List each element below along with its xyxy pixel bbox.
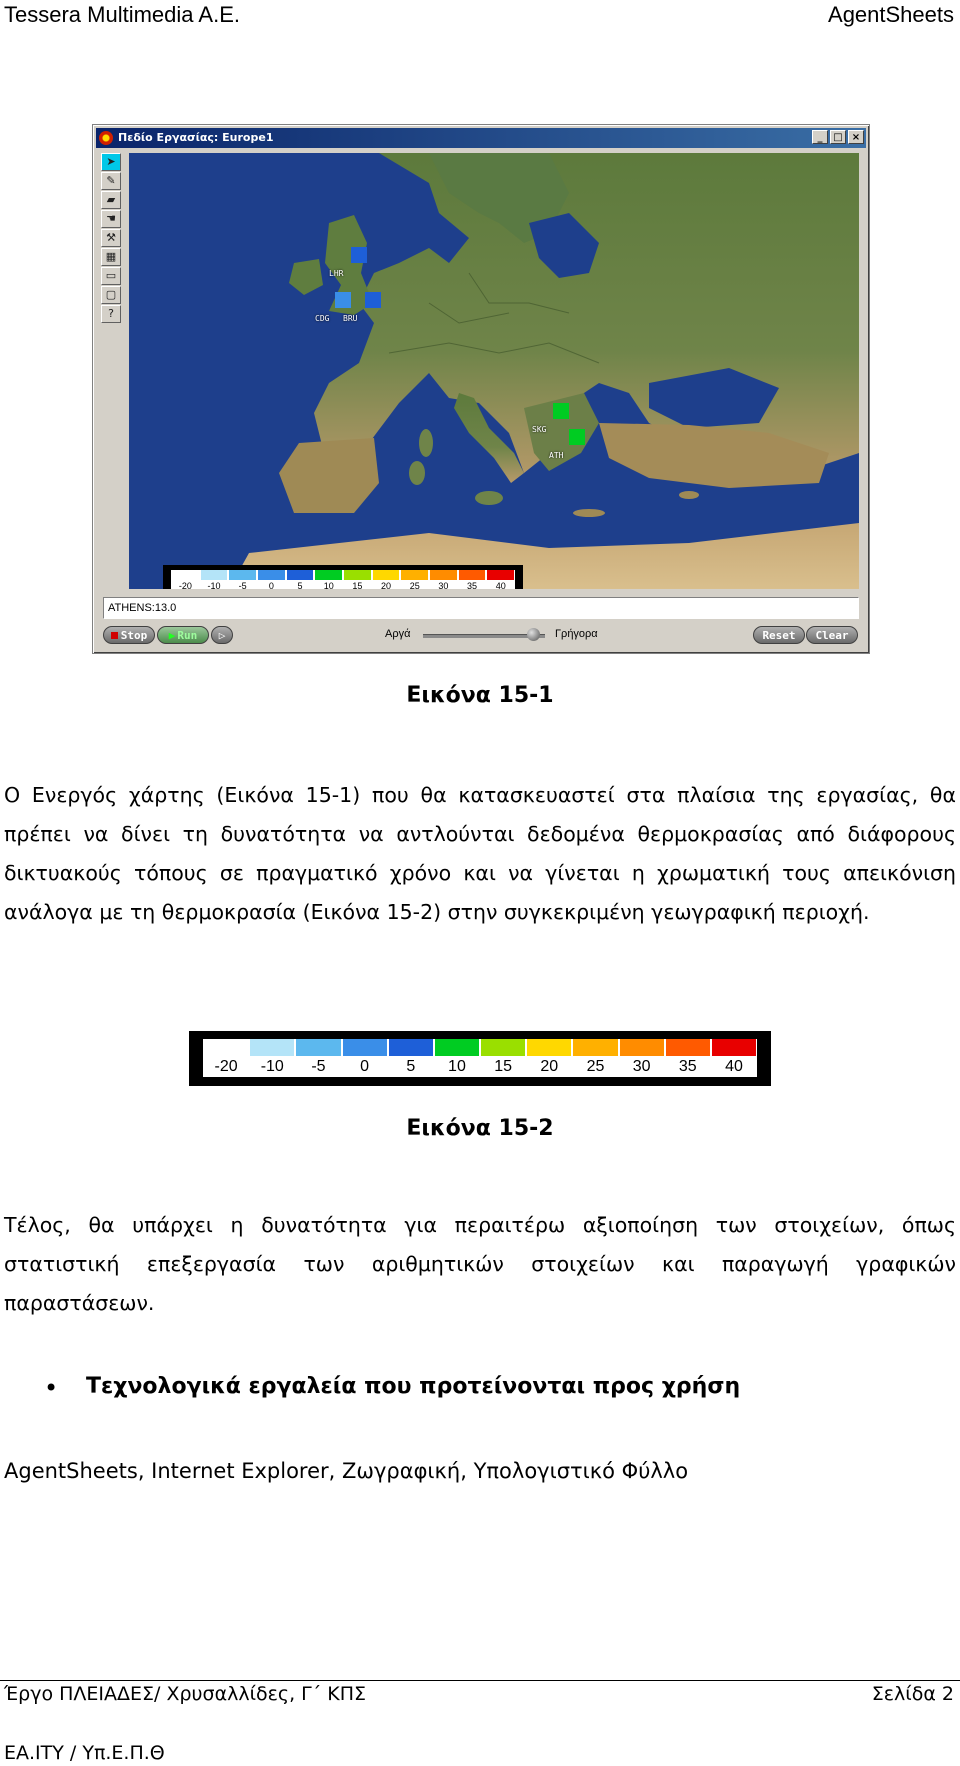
status-field[interactable]: ATHENS:13.0 bbox=[103, 597, 859, 619]
legend-swatch bbox=[295, 1039, 341, 1056]
legend-label: -10 bbox=[207, 581, 221, 589]
footer-page-number: Σελίδα 2 bbox=[871, 1683, 954, 1705]
legend-swatch bbox=[342, 1039, 388, 1056]
speed-slider-thumb[interactable] bbox=[527, 628, 540, 641]
legend-label: -20 bbox=[214, 1058, 238, 1075]
legend-swatch bbox=[286, 570, 315, 580]
legend-swatch bbox=[429, 570, 458, 580]
legend-swatch bbox=[203, 1039, 249, 1056]
rectangle-tool-icon[interactable]: ▭ bbox=[101, 267, 121, 285]
legend-label: -5 bbox=[311, 1058, 326, 1075]
hand-tool-icon[interactable]: ☚ bbox=[101, 210, 121, 228]
paragraph-1: Ο Ενεργός χάρτης (Εικόνα 15-1) που θα κατασκευαστεί στα πλαίσια της εργασίας, θα πρέπει να δίνει τη δυνατότητα να αντλούνται δεδομένα θερμοκρασίας από διάφορους δικτυακούς τόπους σε πραγματικό χρόνο και να γίνεται η χρωματική τους απεικόνιση ανάλογα με τη θερμοκρασία (Εικόνα 15-2) στην συγκεκριμένη γεωγραφική περιοχή. bbox=[4, 783, 956, 924]
legend-label: -5 bbox=[238, 581, 247, 589]
step-icon: ▷ bbox=[218, 629, 226, 642]
marker-skg[interactable] bbox=[553, 403, 569, 419]
legend-swatch bbox=[228, 570, 257, 580]
agentsheets-window bbox=[92, 124, 870, 654]
speed-slow-label: Αργά bbox=[385, 628, 411, 640]
marker-ath[interactable] bbox=[569, 429, 585, 445]
hammer-tool-icon[interactable]: ⚒ bbox=[101, 229, 121, 247]
footer-org: ΕΑ.ΙΤΥ / Υπ.Ε.Π.Θ bbox=[4, 1742, 165, 1764]
legend-label: 30 bbox=[632, 1058, 651, 1075]
arrow-tool-icon[interactable]: ➤ bbox=[101, 153, 121, 171]
legend-swatch bbox=[388, 1039, 434, 1056]
tools-list: AgentSheets, Internet Explorer, Ζωγραφική, Υπολογιστικό Φύλλο bbox=[4, 1459, 689, 1483]
paragraph-2: Τέλος, θα υπάρχει η δυνατότητα για περαιτέρω αξιοποίηση των στοιχείων, όπως στατιστική επεξεργασία των αριθμητικών στοιχείων και παραγωγή γραφικών παραστάσεων. bbox=[4, 1213, 956, 1315]
legend-label: 20 bbox=[381, 581, 392, 589]
legend-label: 0 bbox=[360, 1058, 370, 1075]
app-logo-icon bbox=[99, 131, 113, 145]
tool-palette bbox=[101, 153, 123, 323]
help-tool-icon[interactable]: ? bbox=[101, 305, 121, 323]
legend-swatch bbox=[480, 1039, 526, 1056]
legend-swatch bbox=[486, 570, 515, 580]
marker-label-ath: ATH bbox=[549, 451, 564, 460]
header-product: AgentSheets bbox=[828, 2, 954, 27]
legend-swatch bbox=[434, 1039, 480, 1056]
eraser-tool-icon[interactable]: ▰ bbox=[101, 191, 121, 209]
step-button[interactable] bbox=[211, 626, 233, 644]
legend-swatch bbox=[572, 1039, 618, 1056]
legend-swatch bbox=[171, 570, 200, 580]
minimize-icon[interactable]: _ bbox=[812, 130, 828, 144]
footer-divider bbox=[0, 1680, 960, 1681]
legend-label: 10 bbox=[323, 581, 334, 589]
legend-label: 5 bbox=[406, 1058, 416, 1075]
legend-label: 20 bbox=[540, 1058, 559, 1075]
legend-label: -20 bbox=[178, 581, 192, 589]
legend-swatch bbox=[665, 1039, 711, 1056]
marker-label-lhr: LHR bbox=[329, 269, 344, 278]
legend-swatch bbox=[711, 1039, 757, 1056]
fill-tool-icon[interactable]: ▦ bbox=[101, 248, 121, 266]
legend-swatch bbox=[458, 570, 487, 580]
close-icon[interactable]: × bbox=[848, 130, 864, 144]
legend-label: 40 bbox=[725, 1058, 743, 1075]
run-button[interactable]: ▶ Run bbox=[157, 626, 209, 644]
legend-label: 30 bbox=[438, 581, 449, 589]
bullet-icon: • bbox=[44, 1374, 59, 1402]
legend-label: 15 bbox=[494, 1058, 513, 1075]
clear-button[interactable]: Clear bbox=[806, 626, 858, 644]
stop-icon bbox=[111, 632, 118, 639]
legend-swatch bbox=[257, 570, 286, 580]
legend-label: 25 bbox=[586, 1058, 605, 1075]
legend-swatch bbox=[372, 570, 401, 580]
legend-label: 40 bbox=[495, 581, 506, 589]
marker-label-bru: BRU bbox=[343, 314, 358, 323]
stop-button[interactable]: Stop bbox=[103, 626, 155, 644]
footer-project: Έργο ΠΛΕΙΑΔΕΣ/ Χρυσαλλίδες, Γ΄ ΚΠΣ bbox=[4, 1683, 367, 1705]
map-graphic bbox=[129, 153, 859, 589]
legend-label: 5 bbox=[297, 581, 303, 589]
legend-label: 35 bbox=[678, 1058, 697, 1075]
temperature-legend-large bbox=[189, 1031, 771, 1086]
legend-label: -10 bbox=[260, 1058, 284, 1075]
legend-swatch bbox=[249, 1039, 295, 1056]
europe-map[interactable] bbox=[129, 153, 859, 589]
legend-swatch bbox=[400, 570, 429, 580]
reset-button[interactable]: Reset bbox=[753, 626, 805, 644]
temperature-legend-small bbox=[163, 565, 523, 589]
legend-swatch bbox=[200, 570, 229, 580]
legend-swatch bbox=[619, 1039, 665, 1056]
play-icon: ▶ bbox=[168, 629, 176, 642]
legend-label: 10 bbox=[448, 1058, 466, 1075]
figure-caption-1: Εικόνα 15-1 bbox=[406, 683, 554, 708]
legend-label: 0 bbox=[268, 581, 274, 589]
legend-swatch bbox=[343, 570, 372, 580]
pencil-tool-icon[interactable]: ✎ bbox=[101, 172, 121, 190]
select-tool-icon[interactable]: ▢ bbox=[101, 286, 121, 304]
marker-lhr[interactable] bbox=[351, 247, 367, 263]
window-title: Πεδίο Εργασίας: Europe1 bbox=[118, 131, 274, 144]
maximize-icon[interactable]: □ bbox=[830, 130, 846, 144]
figure-caption-2: Εικόνα 15-2 bbox=[406, 1116, 554, 1141]
marker-label-cdg: CDG bbox=[315, 314, 330, 323]
legend-swatch bbox=[314, 570, 343, 580]
window-titlebar[interactable] bbox=[96, 128, 866, 148]
speed-fast-label: Γρήγορα bbox=[555, 628, 598, 640]
bullet-heading: Τεχνολογικά εργαλεία που προτείνονται προς χρήση bbox=[86, 1374, 741, 1399]
control-bar bbox=[103, 625, 859, 647]
legend-swatch bbox=[526, 1039, 572, 1056]
header-company: Tessera Multimedia A.E. bbox=[4, 2, 240, 27]
legend-label: 35 bbox=[467, 581, 478, 589]
marker-cdg[interactable] bbox=[335, 292, 351, 308]
legend-label: 15 bbox=[352, 581, 363, 589]
marker-bru[interactable] bbox=[365, 292, 381, 308]
marker-label-skg: SKG bbox=[532, 425, 547, 434]
legend-label: 25 bbox=[409, 581, 420, 589]
